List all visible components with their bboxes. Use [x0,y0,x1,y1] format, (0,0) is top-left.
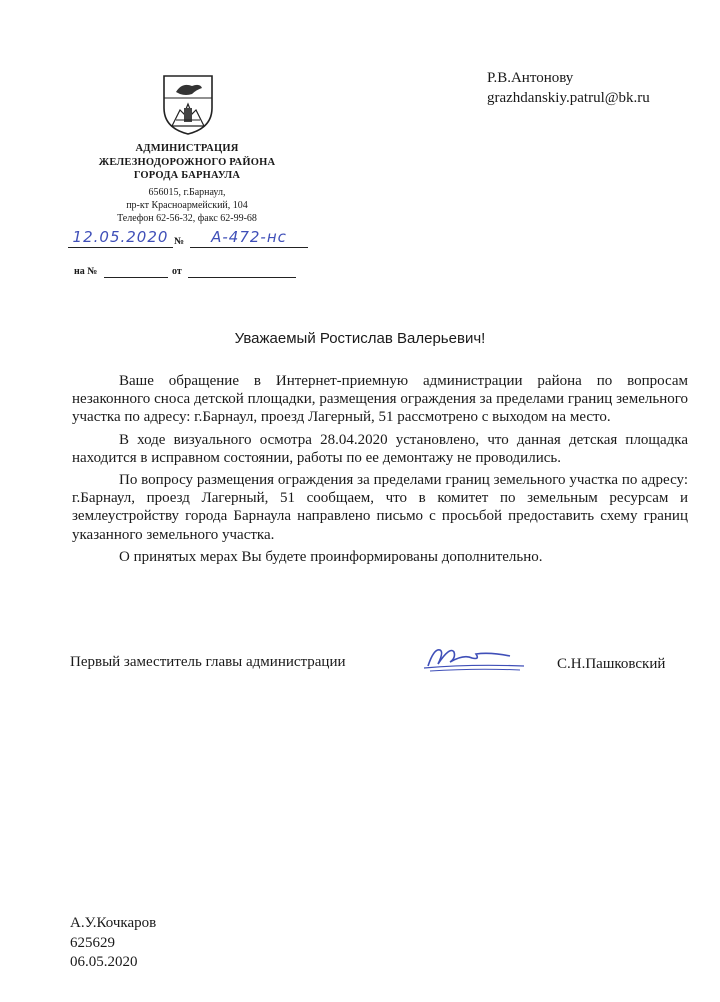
recipient-name: Р.В.Антонову [487,70,574,86]
registration-date-field [68,228,173,248]
signer-title: Первый заместитель главы администрации [70,654,346,670]
executor-date: 06.05.2020 [70,954,138,970]
registration-number-field [190,228,308,248]
org-line-1: АДМИНИСТРАЦИЯ [135,143,239,154]
executor-info [70,914,156,973]
organization-name [60,142,314,183]
signer-name: С.Н.Пашковский [557,656,666,672]
body-paragraph: О принятых мерах Вы будете проинформированы дополнительно. [119,548,543,565]
org-line-2: ЖЕЛЕЗНОДОРОЖНОГО РАЙОНА [98,156,276,168]
registration-number: А-472-нс [211,228,287,246]
address-line-3: Телефон 62-56-32, факс 62-99-68 [117,213,257,224]
recipient-email: grazhdanskiy.patrul@bk.ru [487,90,650,106]
organization-address [60,186,314,225]
letter-body [72,372,688,570]
org-line-3: ГОРОДА БАРНАУЛА [133,170,241,181]
body-paragraph: В ходе визуального осмотра 28.04.2020 установлено, что данная детская площадка находится в исправном состоянии, работы по ее демонтажу не проводились. [72,431,688,466]
reference-number-blank [104,265,168,278]
address-line-2: пр-кт Красноармейский, 104 [126,200,248,211]
reference-from-label: от [172,266,182,277]
executor-phone: 625629 [70,934,115,951]
executor-name: А.У.Кочкаров [70,915,157,931]
reference-date-blank [188,265,296,278]
reference-label: на № [74,266,98,277]
greeting: Уважаемый Ростислав Валерьевич! [234,330,486,347]
recipient [487,68,650,108]
registration-date: 12.05.2020 [72,228,169,246]
number-label: № [174,236,185,247]
handwritten-signature [420,640,530,680]
coat-of-arms-icon [162,74,214,136]
address-line-1: 656015, г.Барнаул, [148,187,226,198]
body-paragraph: Ваше обращение в Интернет-приемную администрации района по вопросам незаконного сноса детской площадки, размещения ограждения за пределами границ земельного участка по адресу: г.Барнаул, проезд Лагерный, 51 рассмотрено с выходом на место. [72,373,688,426]
body-paragraph: По вопросу размещения ограждения за пределами границ земельного участка по адресу: г.Барнаул, проезд Лагерный, 51 сообщаем, что в комитет по земельным ресурсам и землеустройству города Барнаула направлено письмо с просьбой предоставить схему границ указанного земельного участка. [72,472,688,543]
